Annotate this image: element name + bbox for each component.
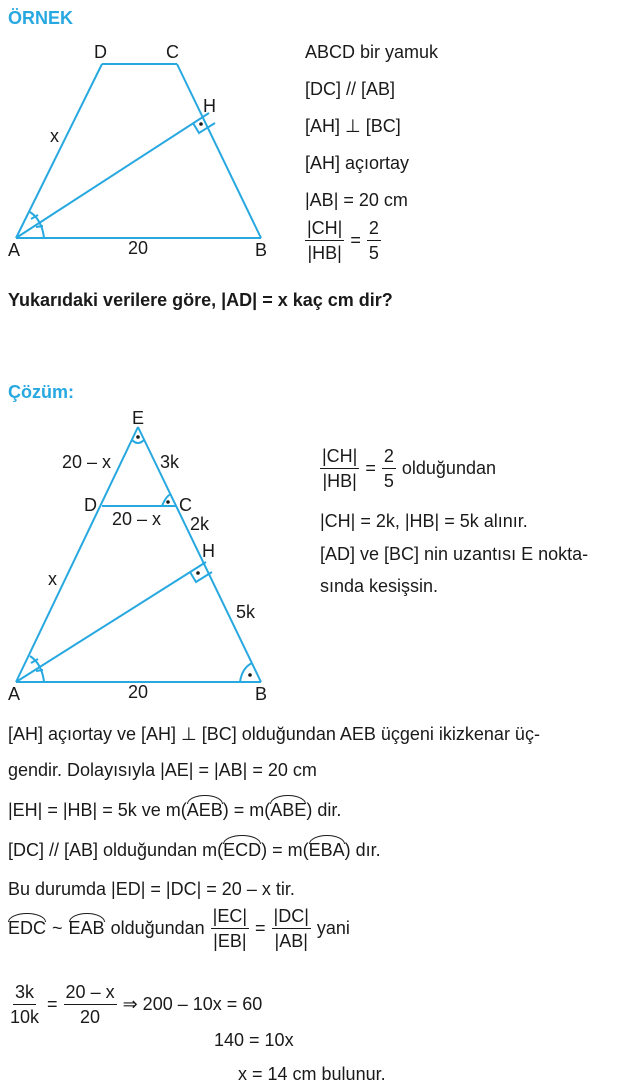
ratio-fraction [305,216,344,265]
triangle-eab: EAB [68,918,105,938]
segment-ah [16,113,209,238]
ratio-num: |CH| [320,444,359,469]
label-3k: 3k [160,452,180,472]
label-2k: 2k [190,514,210,534]
angle-b-mark [240,663,252,682]
calculation-line-1 [8,980,262,1029]
label-c: C [179,495,192,515]
frac2-num: |DC| [272,904,311,929]
solution-paragraph-2: gendir. Dolayısıyla |AE| = |AB| = 20 cm [8,760,317,780]
frac2-den: |AB| [274,931,308,951]
p3-part-c: ) dir. [306,800,342,820]
frac1-den: |EB| [213,931,247,951]
ratio-equals: = [365,458,376,478]
p4-part-b: ) = m( [261,840,309,860]
solution-paragraph-3 [8,800,341,821]
label-c: C [166,42,179,62]
ratio-equals: = [350,230,361,250]
solution-paragraph-5: Bu durumda |ED| = |DC| = 20 – x tir. [8,879,295,899]
ratio-num: |CH| [305,216,344,241]
label-d: D [94,42,107,62]
side-ad [16,64,102,238]
given-2: [DC] // [AB] [305,79,396,99]
label-20: 20 [128,682,149,702]
example-header: ÖRNEK [8,8,74,28]
ratio-fraction [320,444,359,493]
label-x: x [50,126,59,146]
calc-implies: ⇒ 200 – 10x = 60 [122,994,263,1014]
angle-eba: EBA [308,840,345,860]
p3-part-b: ) = m( [222,800,271,820]
similarity-suffix: yani [316,918,350,938]
right-angle-mark [190,572,212,582]
solution-side-line-3: [AD] ve [BC] nin uzantısı E nokta- [320,544,589,564]
label-e: E [132,408,145,428]
label-b: B [255,684,268,704]
calculation-line-2: 140 = 10x [214,1030,294,1050]
label-a: A [8,240,21,260]
angle-ecd: ECD [223,840,262,860]
calc-fraction-1 [8,980,41,1029]
label-5k: 5k [236,602,256,622]
calc-frac1-den: 10k [10,1007,40,1027]
triangle-edc: EDC [8,918,47,938]
ratio-val-den: 5 [383,471,394,491]
solution-paragraph-4 [8,840,381,861]
side-cb [177,64,261,238]
angle-abe: ABE [270,800,307,820]
calc-frac1-num: 3k [13,980,36,1005]
similarity-mid-text: olduğundan [110,918,205,938]
label-d: D [84,495,97,515]
angle-aeb: AEB [186,800,223,820]
given-1: ABCD bir yamuk [305,42,439,62]
ratio-val-num: 2 [382,444,396,469]
p4-part-a: [DC] // [AB] olduğundan m( [8,840,224,860]
calculation-line-3: x = 14 cm bulunur. [238,1064,386,1084]
label-20: 20 [128,238,149,258]
similarity-fraction-2 [272,904,311,953]
similarity-symbol: ~ [52,918,63,938]
question-text: Yukarıdaki verilere göre, |AD| = x kaç cm dir? [8,290,393,310]
calc-frac2-num: 20 – x [64,980,117,1005]
angle-e-mark [132,440,144,443]
given-ratio [305,216,381,265]
ratio-value-fraction [382,444,396,493]
label-b: B [255,240,268,260]
label-x: x [48,569,57,589]
solution-ratio [320,444,496,493]
calc-fraction-2 [64,980,117,1029]
ratio-den: |HB| [307,243,342,263]
side-eb [138,427,261,682]
right-angle-mark [193,123,215,133]
given-3: [AH] ⊥ [BC] [305,116,401,136]
similarity-fraction-1 [211,904,249,953]
label-h: H [202,541,215,561]
similarity-equals: = [255,918,266,938]
solution-side-line-4: sında kesişsin. [320,576,439,596]
solution-paragraph-1: [AH] açıortay ve [AH] ⊥ [BC] olduğundan AEB üçgeni ikizkenar üç- [8,724,540,744]
calc-frac2-den: 20 [80,1007,101,1027]
ratio-val-den: 5 [368,243,379,263]
label-20-minus-x-top: 20 – x [62,452,112,472]
p4-part-c: ) dır. [344,840,381,860]
solution-triangle-figure [0,405,300,705]
calc-equals: = [47,994,58,1014]
solution-similarity-line [8,904,350,953]
frac1-num: |EC| [211,904,249,929]
p3-part-a: |EH| = |HB| = 5k ve m( [8,800,187,820]
label-20-minus-x-mid: 20 – x [112,509,162,529]
ratio-val-num: 2 [367,216,381,241]
ratio-suffix: olduğundan [401,458,496,478]
label-h: H [203,96,216,116]
given-5: |AB| = 20 cm [305,190,408,210]
ratio-value-fraction [367,216,381,265]
ratio-den: |HB| [322,471,357,491]
solution-side-line-2: |CH| = 2k, |HB| = 5k alınır. [320,511,528,531]
label-a: A [8,684,21,704]
example-trapezoid-figure [0,36,290,266]
given-4: [AH] açıortay [305,153,410,173]
angle-c-mark [162,494,171,506]
solution-header: Çözüm: [8,382,74,402]
